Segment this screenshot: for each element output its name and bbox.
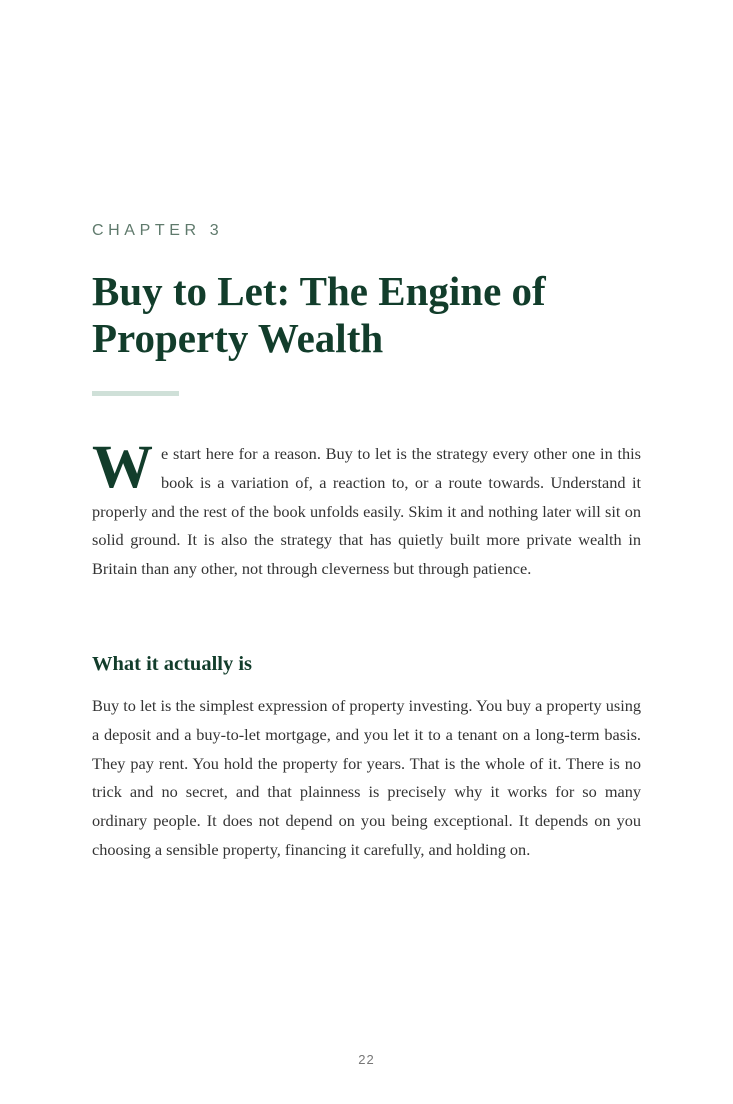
intro-paragraph <box>92 434 641 584</box>
chapter-title: Buy to Let: The Engine of Property Wealth <box>92 268 546 361</box>
section-body-block <box>92 692 641 865</box>
section-heading: What it actually is <box>92 653 253 675</box>
section-paragraph: Buy to let is the simplest expression of property investing. You buy a property using a deposit and a buy-to-let mortgage, and you let it to a tenant on a long-term basis. They pay rent. You hold the property for years. That is the whole of it. There is no trick and no secret, and that plainness is precisely why it works for so many ordinary people. It does not depend on you being exceptional. It depends on you choosing a sensible property, financing it carefully, and holding on. <box>92 696 641 859</box>
intro-paragraph-block <box>92 434 641 584</box>
chapter-label: CHAPTER 3 <box>92 222 224 239</box>
title-divider <box>92 391 179 396</box>
drop-cap: W <box>92 434 153 501</box>
page-number: 22 <box>358 1052 375 1067</box>
intro-text: e start here for a reason. Buy to let is the strategy every other one in this book is a variation of, a reaction to, or a route towards. Understand it properly and the rest of the book unfolds easily. Skim it and nothing later will sit on solid ground. It is also the strategy that has quietly built more private wealth in Britain than any other, not through cleverness but through patience. <box>92 444 641 579</box>
